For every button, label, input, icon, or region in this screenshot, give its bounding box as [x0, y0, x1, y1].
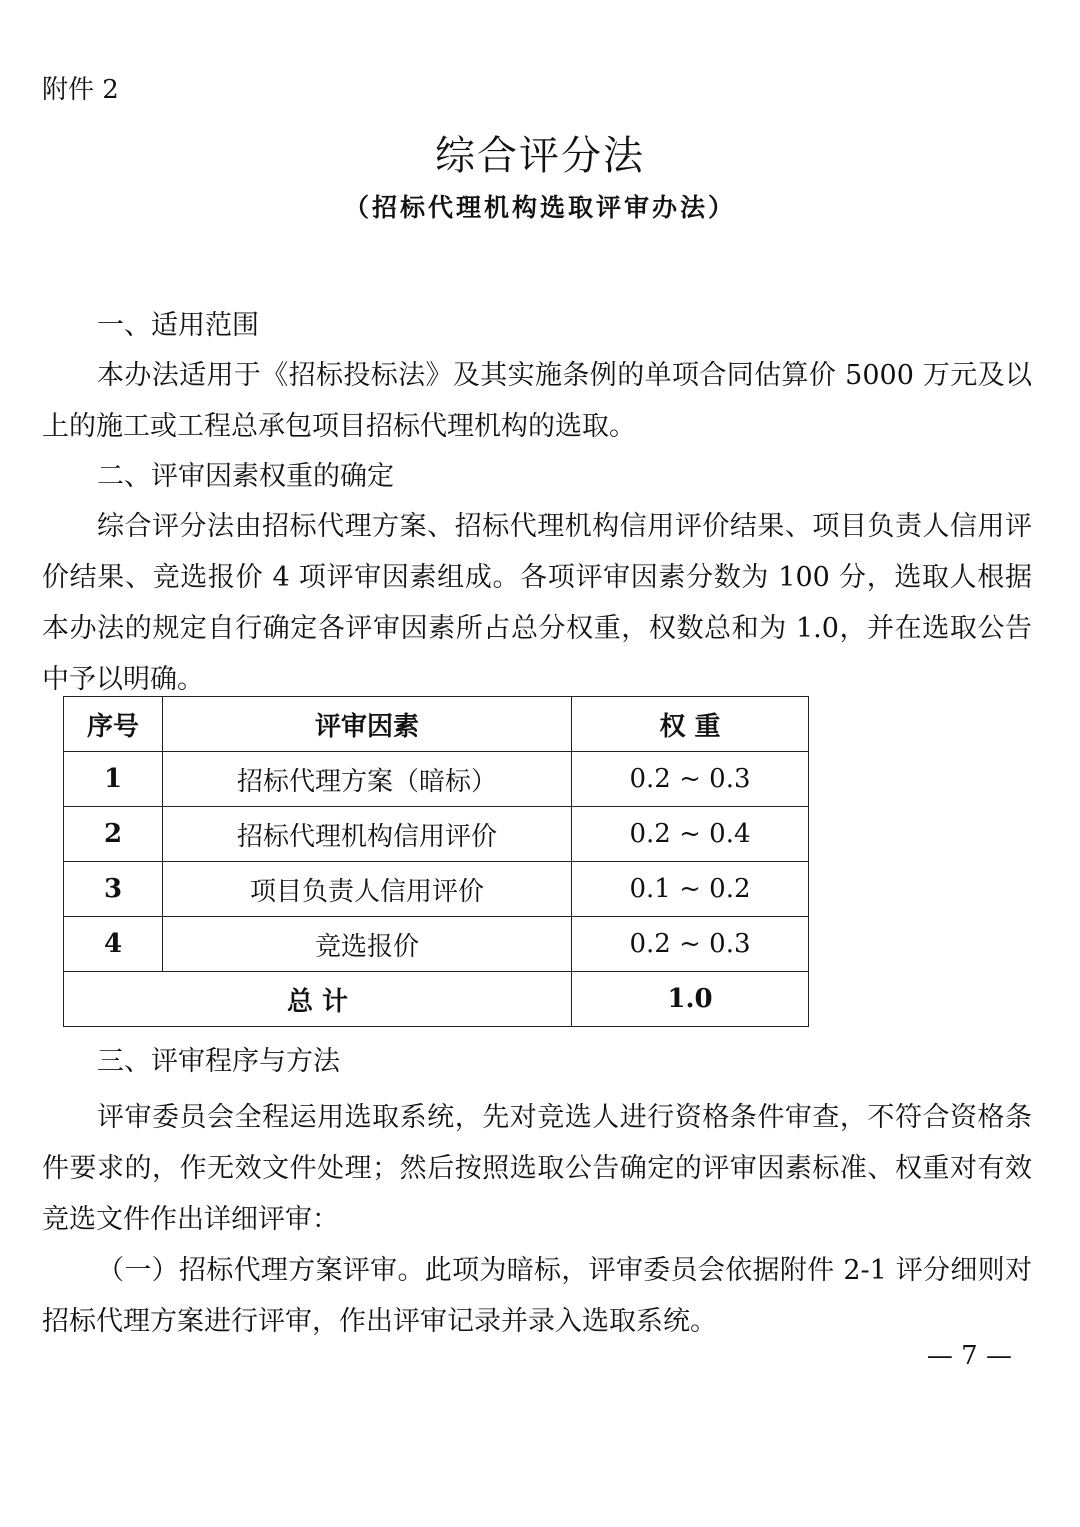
section3-item1: （一）招标代理方案评审。此项为暗标，评审委员会依据附件 2-1 评分细则对招标代理方案进行评审，作出评审记录并录入选取系统。 [42, 1255, 1032, 1337]
document-subtitle: （招标代理机构选取评审办法） [343, 193, 736, 222]
section3-body: 评审委员会全程运用选取系统，先对竞选人进行资格条件审查，不符合资格条件要求的，作无效文件处理；然后按照选取公告确定的评审因素标准、权重对有效竞选文件作出详细评审： [42, 1102, 1032, 1235]
table-row [64, 862, 809, 917]
page-number: — 7 — [926, 1341, 1012, 1371]
row-weight: 0.1 ~ 0.2 [572, 862, 809, 917]
row-factor: 招标代理机构信用评价 [163, 807, 572, 862]
table-row [64, 917, 809, 972]
table-row [64, 752, 809, 807]
row-factor: 招标代理方案（暗标） [163, 752, 572, 807]
row-weight: 0.2 ~ 0.4 [572, 807, 809, 862]
row-no: 1 [64, 752, 163, 807]
section1-heading: 一、适用范围 [97, 310, 259, 341]
weights-table [63, 696, 809, 1027]
row-no: 3 [64, 862, 163, 917]
total-value: 1.0 [572, 972, 809, 1027]
header-weight: 权 重 [572, 697, 809, 752]
section3-heading: 三、评审程序与方法 [97, 1046, 340, 1077]
section1-body: 本办法适用于《招标投标法》及其实施条例的单项合同估算价 5000 万元及以上的施工或工程总承包项目招标代理机构的选取。 [42, 360, 1032, 442]
table-row [64, 807, 809, 862]
row-factor: 竞选报价 [163, 917, 572, 972]
header-factor: 评审因素 [163, 697, 572, 752]
header-no: 序号 [64, 697, 163, 752]
table-total-row [64, 972, 809, 1027]
document-title: 综合评分法 [435, 133, 645, 179]
row-no: 4 [64, 917, 163, 972]
attachment-label: 附件 2 [42, 75, 119, 105]
section2-heading: 二、评审因素权重的确定 [97, 461, 394, 492]
row-factor: 项目负责人信用评价 [163, 862, 572, 917]
row-weight: 0.2 ~ 0.3 [572, 917, 809, 972]
row-no: 2 [64, 807, 163, 862]
row-weight: 0.2 ~ 0.3 [572, 752, 809, 807]
table-header-row [64, 697, 809, 752]
section2-body: 综合评分法由招标代理方案、招标代理机构信用评价结果、项目负责人信用评价结果、竞选报价 4 项评审因素组成。各项评审因素分数为 100 分，选取人根据本办法的规定自行确定各评审因素所占总分权重，权数总和为 1.0，并在选取公告中予以明确。 [42, 511, 1032, 695]
total-label: 总 计 [64, 972, 572, 1027]
